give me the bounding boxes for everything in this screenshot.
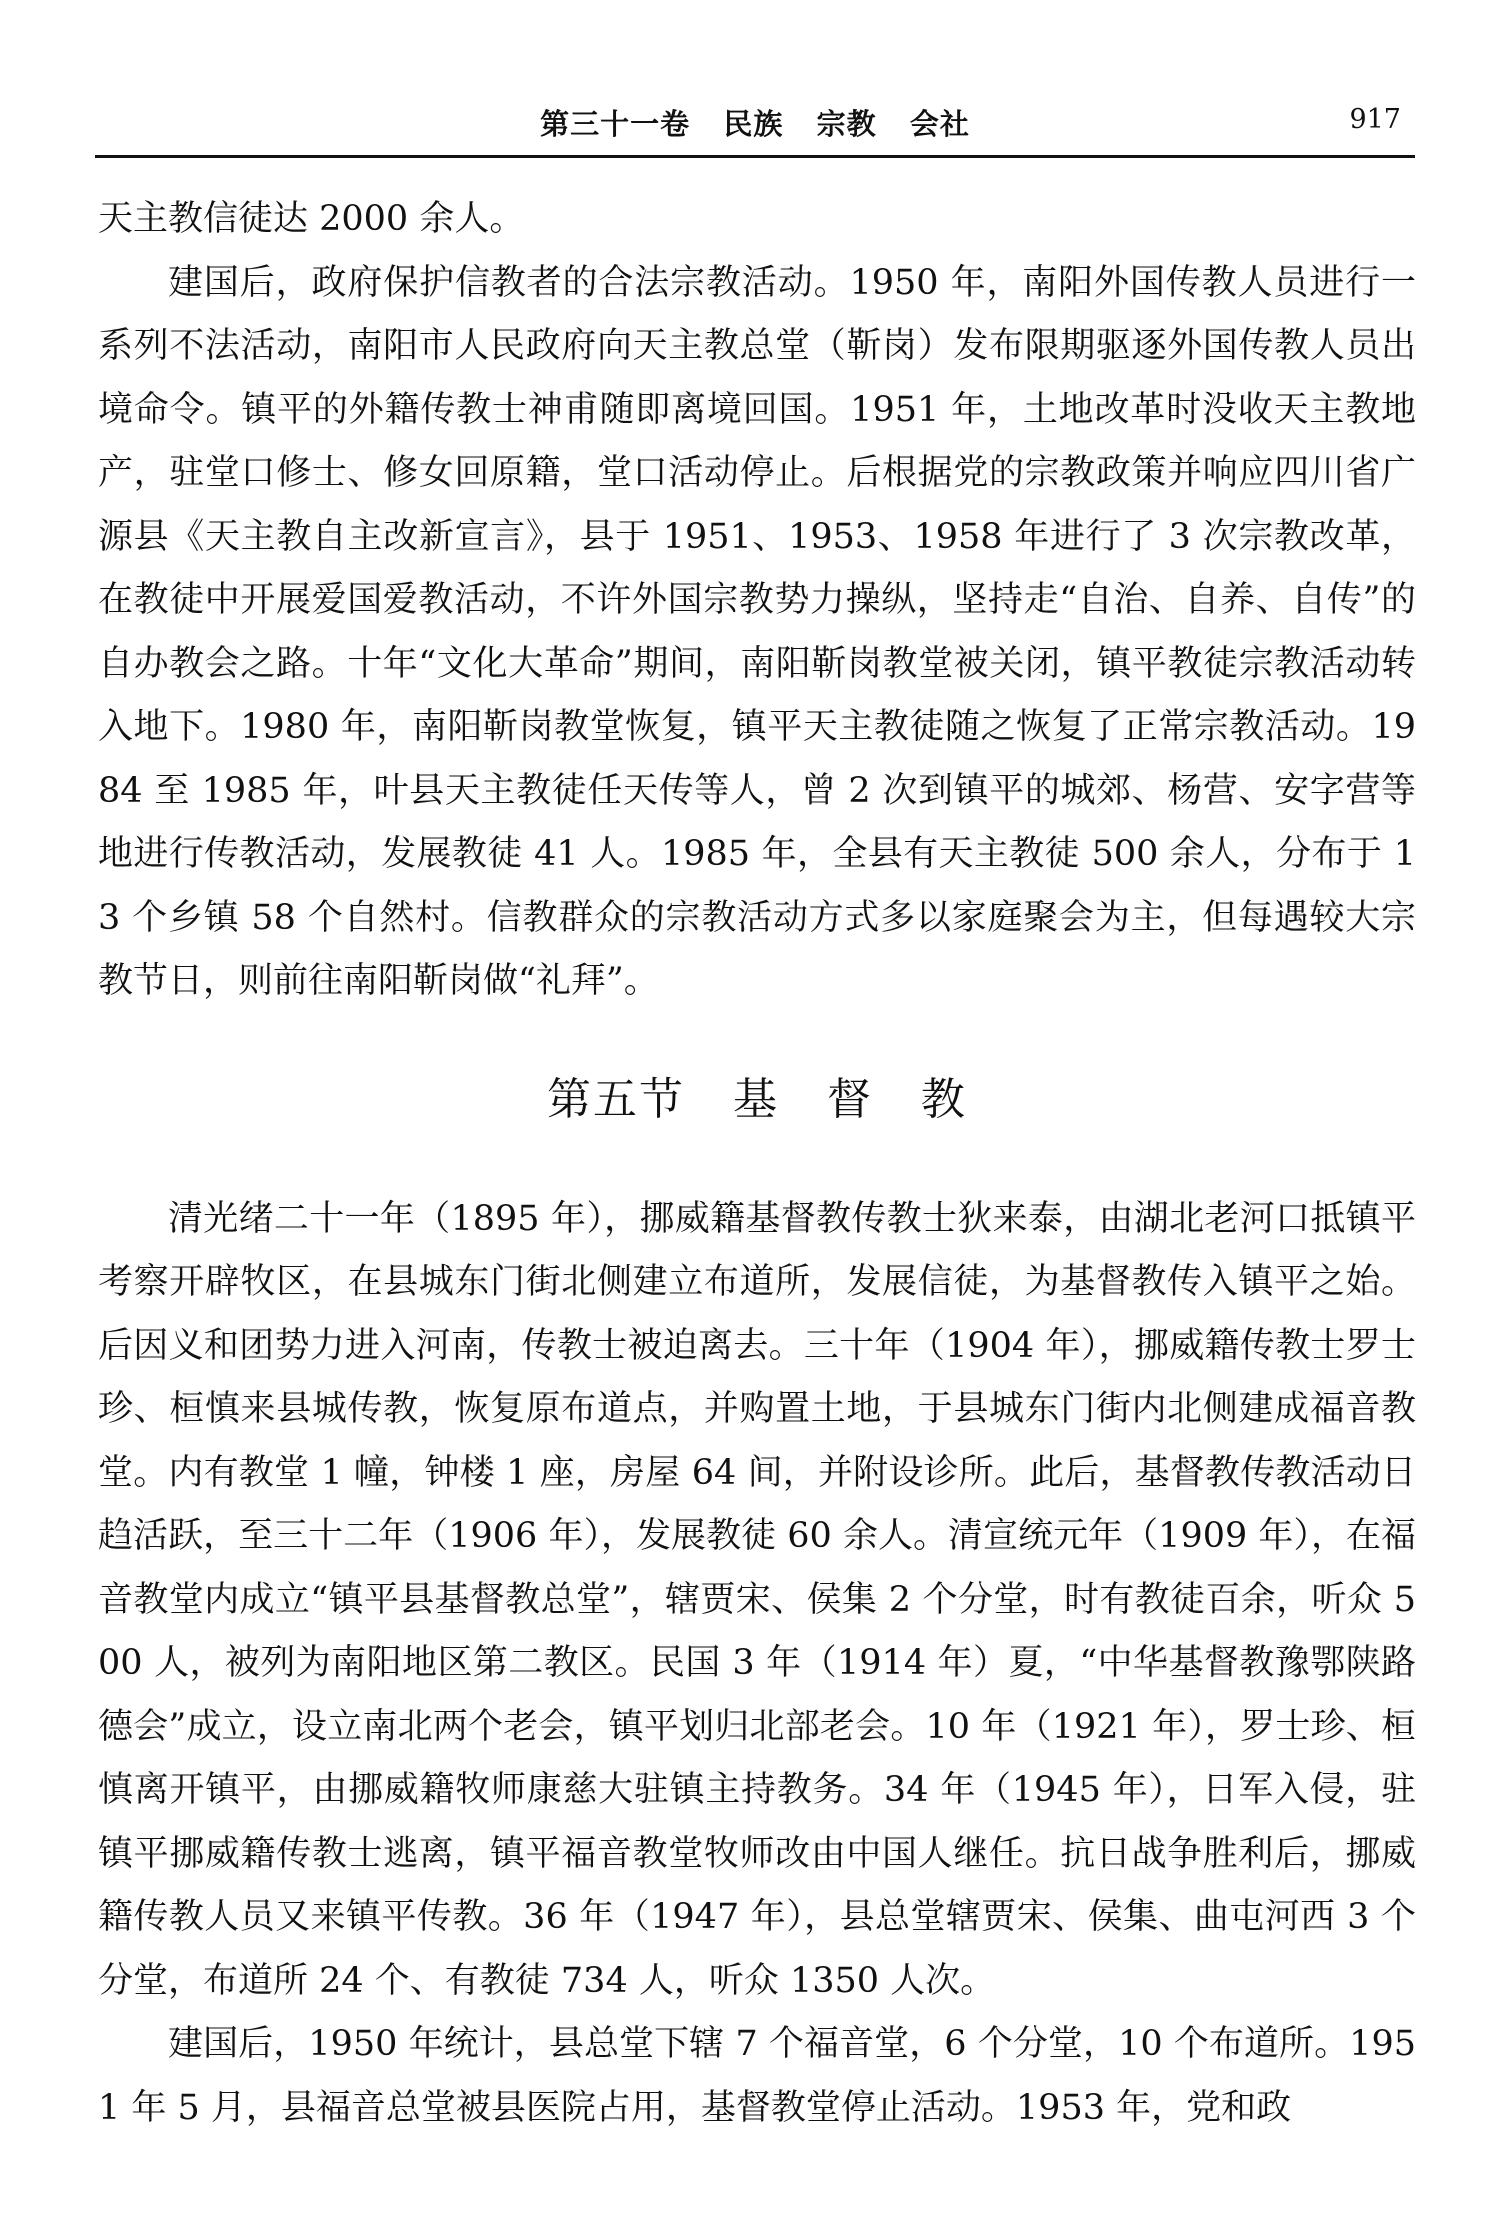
running-header (95, 100, 1415, 152)
paragraph-continued: 天主教信徒达 2000 余人。 (98, 199, 525, 239)
running-header-title: 第三十一卷 民族 宗教 会社 (540, 107, 970, 141)
paragraph: 建国后，1950 年统计，县总堂下辖 7 个福音堂，6 个分堂，10 个布道所。1951 年 5 月，县福音总堂被县医院占用，基督教堂停止活动。1953 年，党和政 (98, 2024, 1416, 2128)
paragraph: 清光绪二十一年（1895 年），挪威籍基督教传教士狄来泰，由湖北老河口抵镇平考察开辟牧区，在县城东门街北侧建立布道所，发展信徒，为基督教传入镇平之始。后因义和团势力进入河南，传教士被迫离去。三十年（1904 年），挪威籍传教士罗士珍、桓慎来县城传教，恢复原布道点，并购置土地，于县城东门街内北侧建成福音教堂。内有教堂 1 幢，钟楼 1 座，房屋 64 间，并附设诊所。此后，基督教传教活动日趋活跃，至三十二年（1906 年），发展教徒 60 余人。清宣统元年（1909 年），在福音教堂内成立“镇平县基督教总堂”，辖贾宋、侯集 2 个分堂，时有教徒百余，听众 500 人，被列为南阳地区第二教区。民国 3 年（1914 年）夏，“中华基督教豫鄂陕路德会”成立，设立南北两个老会，镇平划归北部老会。10 年（1921 年），罗士珍、桓慎离开镇平，由挪威籍牧师康慈大驻镇主持教务。34 年（1945 年），日军入侵，驻镇平挪威籍传教士逃离，镇平福音教堂牧师改由中国人继任。抗日战争胜利后，挪威籍传教人员又来镇平传教。36 年（1947 年），县总堂辖贾宋、侯集、曲屯河西 3 个分堂，布道所 24 个、有教徒 734 人，听众 1350 人次。 (98, 1198, 1416, 2001)
section-heading: 第五节 基 督 教 (547, 1073, 967, 1125)
page-number: 917 (1349, 104, 1401, 135)
paragraph: 建国后，政府保护信教者的合法宗教活动。1950 年，南阳外国传教人员进行一系列不法活动，南阳市人民政府向天主教总堂（靳岗）发布限期驱逐外国传教人员出境命令。镇平的外籍传教士神甫随即离境回国。1951 年，土地改革时没收天主教地产，驻堂口修士、修女回原籍，堂口活动停止。后根据党的宗教政策并响应四川省广源县《天主教自主改新宣言》，县于 1951、1953、1958 年进行了 3 次宗教改革，在教徒中开展爱国爱教活动，不许外国宗教势力操纵，坚持走“自治、自养、自传”的自办教会之路。十年“文化大革命”期间，南阳靳岗教堂被关闭，镇平教徒宗教活动转入地下。1980 年，南阳靳岗教堂恢复，镇平天主教徒随之恢复了正常宗教活动。1984 至 1985 年，叶县天主教徒任天传等人，曾 2 次到镇平的城郊、杨营、安字营等地进行传教活动，发展教徒 41 人。1985 年，全县有天主教徒 500 余人，分布于 13 个乡镇 58 个自然村。信教群众的宗教活动方式多以家庭聚会为主，但每遇较大宗教节日，则前往南阳靳岗做“礼拜”。 (98, 262, 1416, 1001)
header-rule (95, 155, 1415, 158)
body-text (98, 188, 1416, 2140)
